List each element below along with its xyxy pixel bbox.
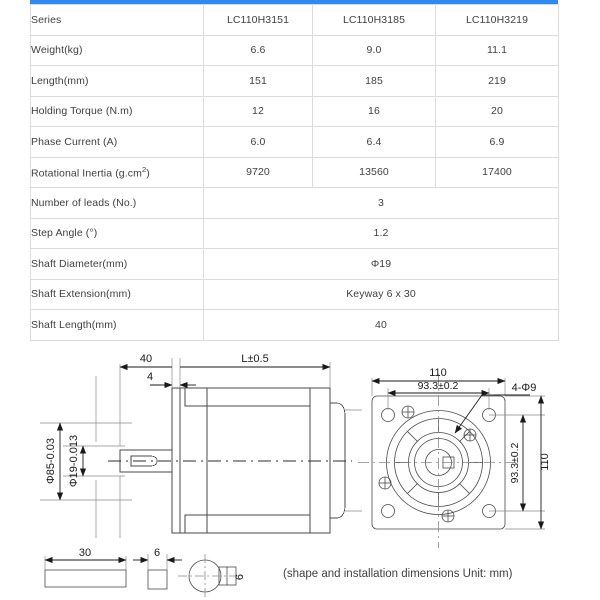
spec-value-cell-merged: Φ19 (204, 249, 559, 280)
spec-value-cell: LC110H3219 (436, 5, 559, 36)
spec-value-cell: 11.1 (436, 35, 559, 66)
spec-value-cell-merged: 1.2 (204, 218, 559, 249)
table-row (31, 66, 559, 97)
dim-key-height (234, 574, 246, 580)
spec-value-cell: LC110H3185 (313, 5, 436, 36)
dim-shaft-diameter (68, 435, 83, 487)
spec-label-cell: Holding Torque (N.m) (31, 96, 204, 127)
spec-label-cell: Series (31, 5, 204, 36)
spec-label-cell: Weight(kg) (31, 35, 204, 66)
spec-value-cell: 9720 (204, 157, 313, 188)
spec-label-cell: Shaft Diameter(mm) (31, 249, 204, 280)
dim-shaft-length (120, 353, 172, 367)
spec-value-cell: 6.9 (436, 127, 559, 158)
table-row (31, 218, 559, 249)
dim-key-length (45, 547, 126, 560)
key-detail-extension-lines (45, 554, 167, 570)
dim-body-length-label: L±0.5 (241, 353, 269, 365)
spec-value-cell: LC110H3151 (204, 5, 313, 36)
spec-value-cell: 9.0 (313, 35, 436, 66)
side-view-extension-lines (40, 358, 362, 538)
spec-value-cell: 219 (436, 66, 559, 97)
dim-front-width-label: 110 (429, 367, 447, 379)
dim-key-length-label: 30 (78, 547, 92, 559)
front-view-centerlines (358, 374, 520, 548)
spec-label-cell: Length(mm) (31, 66, 204, 97)
table-row (31, 5, 559, 36)
spec-value-cell: 6.0 (204, 127, 313, 158)
spec-value-cell: 6.4 (313, 127, 436, 158)
dim-shaft-length-label: 40 (139, 353, 153, 365)
spec-value-cell: 17400 (436, 157, 559, 188)
dim-body-length (180, 353, 330, 367)
dim-bolt-pitch-horizontal (388, 380, 489, 393)
dim-bolt-pitch-vertical (509, 415, 523, 511)
spec-value-cell: 12 (204, 96, 313, 127)
technical-drawing (0, 348, 600, 600)
spec-label-cell: Rotational Inertia $(g.cm^2)$ (31, 157, 204, 188)
table-row (31, 96, 559, 127)
dim-shaft-diameter-label: Φ19-0.013 (68, 434, 80, 488)
dim-flange-thickness (147, 371, 196, 385)
table-row (31, 310, 559, 341)
dim-mounting-holes-callout (455, 382, 536, 433)
spec-label-cell: Shaft Length(mm) (31, 310, 204, 341)
dim-mounting-holes-label: 4-Φ9 (511, 382, 537, 394)
dim-key-width (133, 547, 182, 560)
dim-front-height-label: 110 (539, 453, 551, 471)
drawing-caption: (shape and installation dimensions Unit: mm) (283, 568, 513, 580)
spec-value-cell-merged: 3 (204, 188, 559, 219)
side-view-geometry (120, 388, 345, 533)
table-row (31, 35, 559, 66)
table-row (31, 127, 559, 158)
table-row (31, 157, 559, 188)
specification-table-container (30, 4, 558, 341)
table-row (31, 279, 559, 310)
spec-value-cell-merged: Keyway 6 x 30 (204, 279, 559, 310)
spec-label-cell: Shaft Extension(mm) (31, 279, 204, 310)
specification-table (30, 4, 559, 341)
dim-key-width-label: 6 (153, 547, 161, 559)
spec-label-cell: Phase Current (A) (31, 127, 204, 158)
dim-pilot-diameter-label: Φ85-0.03 (45, 437, 57, 485)
dimension-drawing-svg (0, 348, 600, 600)
spec-value-cell: 185 (313, 66, 436, 97)
spec-label-cell: Step Angle (°) (31, 218, 204, 249)
dim-bolt-pitch-horizontal-label: 93.3±0.2 (417, 380, 459, 392)
dim-front-width (372, 367, 505, 381)
dim-key-height-label: 6 (234, 573, 246, 581)
table-row (31, 188, 559, 219)
spec-value-cell: 6.6 (204, 35, 313, 66)
spec-value-cell: 16 (313, 96, 436, 127)
spec-value-cell-merged: 40 (204, 310, 559, 341)
table-row (31, 249, 559, 280)
spec-value-cell: 13560 (313, 157, 436, 188)
dim-bolt-pitch-vertical-label: 93.3±0.2 (509, 442, 521, 484)
dim-pilot-diameter (45, 423, 60, 500)
dim-front-height (539, 396, 551, 529)
spec-value-cell: 151 (204, 66, 313, 97)
dim-flange-thickness-label: 4 (146, 371, 154, 383)
spec-value-cell: 20 (436, 96, 559, 127)
spec-label-cell: Number of leads (No.) (31, 188, 204, 219)
